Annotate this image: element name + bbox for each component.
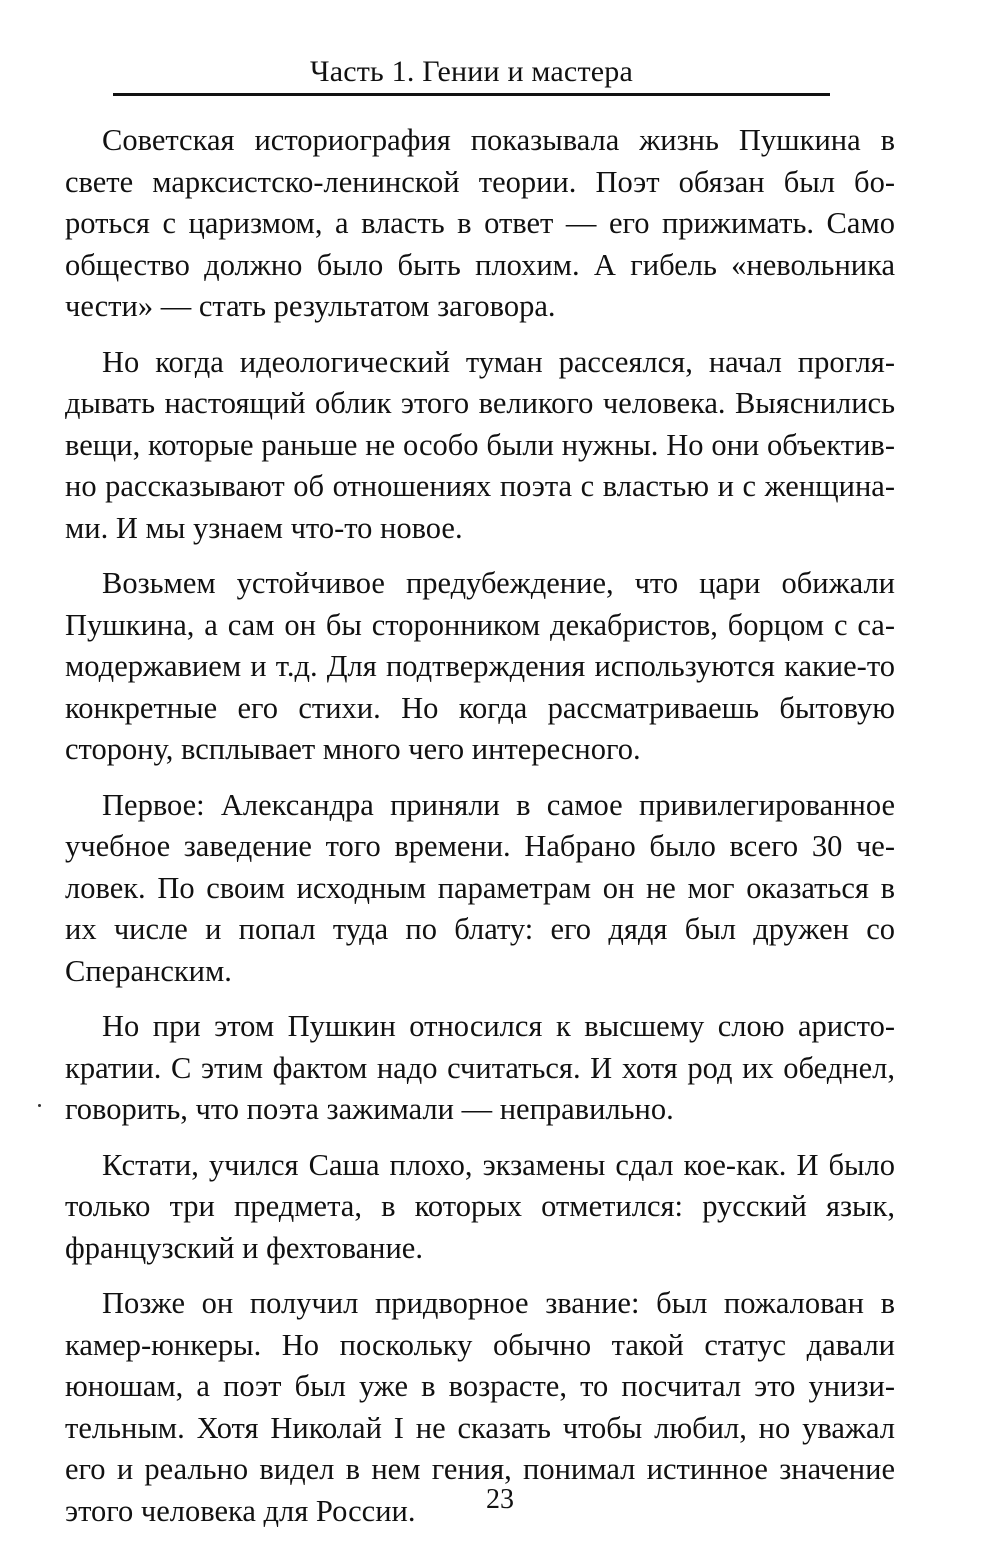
paragraph: Позже он получил придворное звание: был пожалован в камер-юнкеры. Но поскольку обычно такой статус давали юношам, а поэт был уже в возрасте, то посчитал это унизительным. Хотя Николай I не сказать чтобы любил, но уважал его и реально видел в нем гения, понимал истинное значение этого человека для России.	[65, 1286, 895, 1528]
paragraph: Советская историография показывала жизнь Пушкина в свете марксистско-ленинской теории. Поэт обязан был бороться с царизмом, а власть в ответ — его прижимать. Само общество должно было быть плохим. А гибель «невольника чести» — стать результатом заговора.	[65, 123, 895, 323]
paragraph: Возьмем устойчивое предубеждение, что цари обижали Пушкина, а сам он бы сторонником декабристов, борцом с самодержавием и т.д. Для подтверждения используются какие-то конкретные его стихи. Но когда рассматриваешь бытовую сторону, всплывает много чего интересного.	[65, 566, 895, 766]
paragraph: Но при этом Пушкин относился к высшему слою аристократии. С этим фактом надо считаться. И хотя род их обеднел, говорить, что поэта зажимали — неправильно.	[65, 1009, 895, 1126]
paragraph: Первое: Александра приняли в самое привилегированное учебное заведение того времени. Набрано было всего 30 человек. По своим исходным параметрам он не мог оказаться в их числе и попал туда по блату: его дядя был дружен со Сперанским.	[65, 787, 895, 988]
running-title: Часть 1. Гении и мастера	[310, 55, 633, 88]
header-rule	[113, 93, 830, 96]
page-number: 23	[486, 1484, 514, 1515]
paragraph: Кстати, учился Саша плохо, экзамены сдал кое-как. И было только три предмета, в которых отметился: русский язык, французский и фехтование.	[65, 1147, 895, 1265]
body-text	[65, 120, 895, 1546]
print-speck	[38, 1104, 41, 1107]
paragraph: Но когда идеологический туман рассеялся, начал проглядывать настоящий облик этого великого человека. Выяснились вещи, которые раньше не особо были нужны. Но они объективно рассказывают об отношениях поэта с властью и с женщинами. И мы узнаем что-то новое.	[65, 344, 895, 545]
